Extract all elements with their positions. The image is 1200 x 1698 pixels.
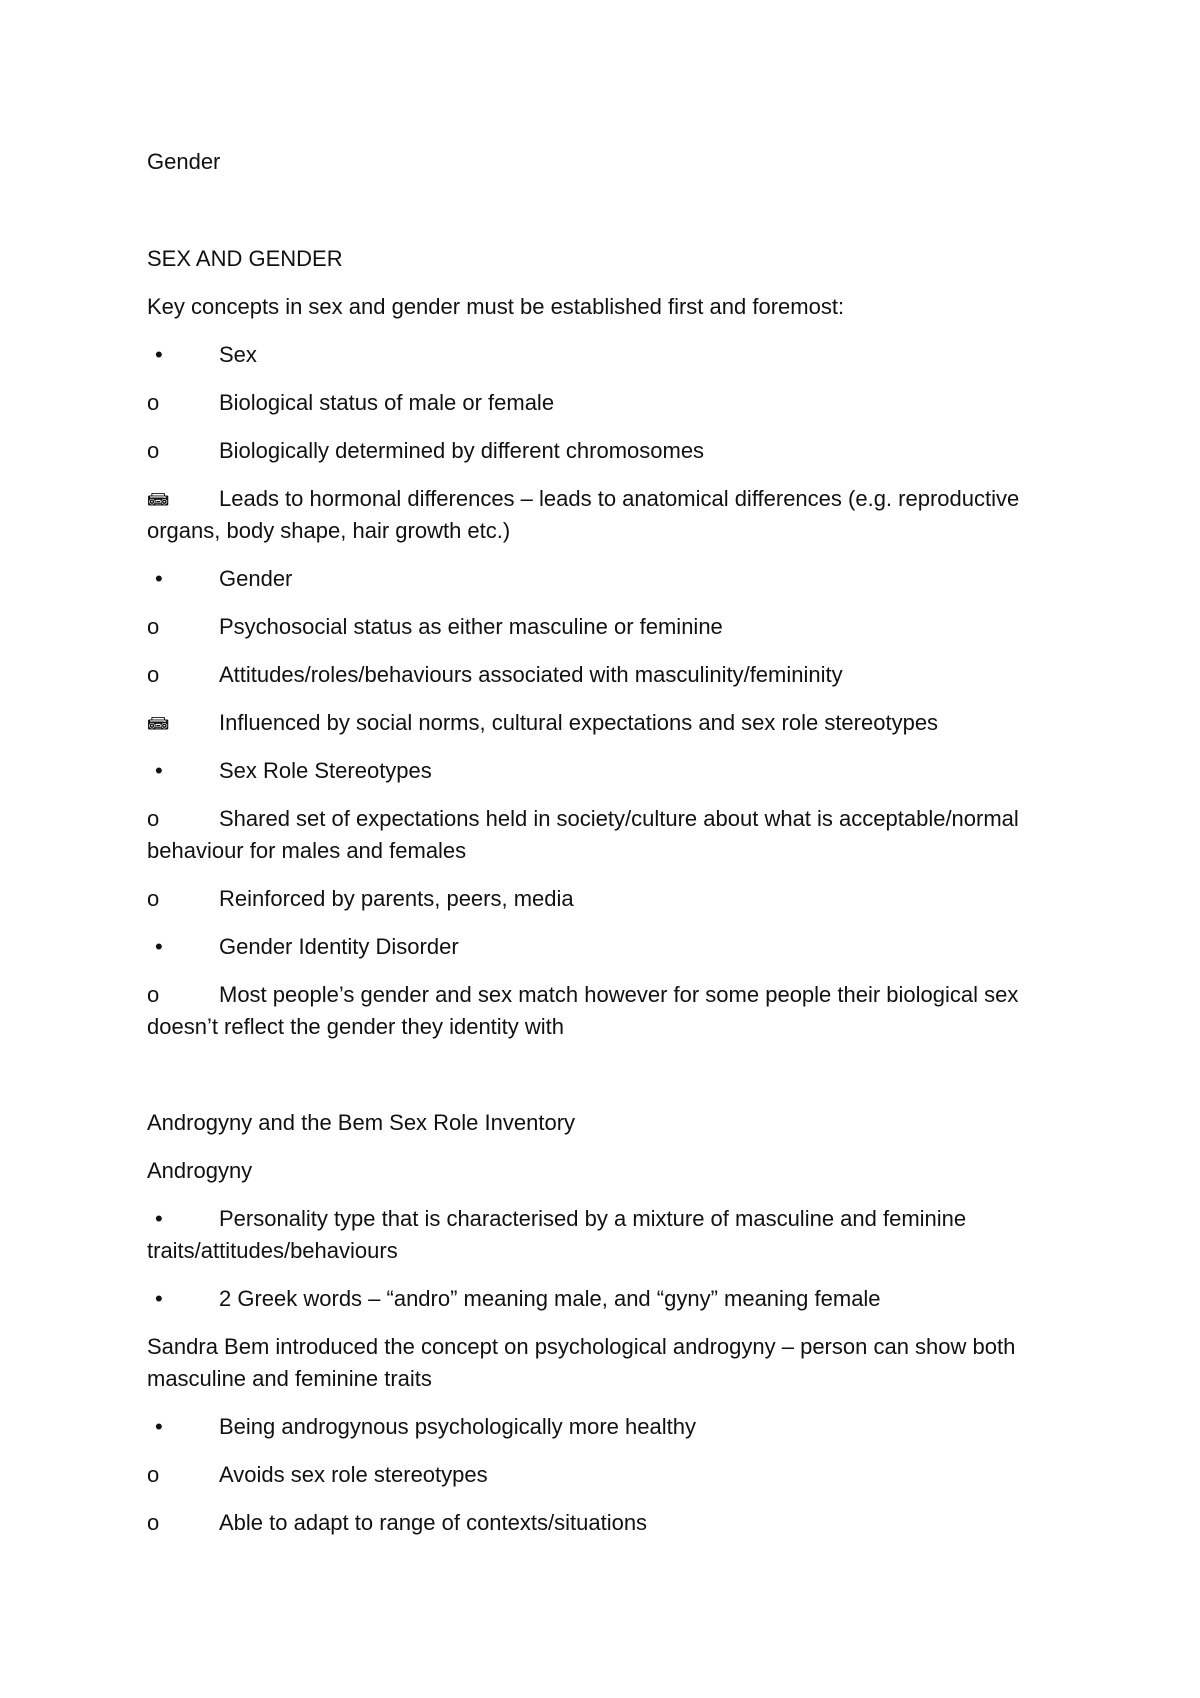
sub-bullet-marker: o [147,1510,160,1535]
bullet-marker: • [155,1286,163,1311]
list-item-text: Being androgynous psychologically more healthy [219,1414,696,1439]
list-item-text: Gender [219,566,293,591]
sub-bullet-marker: o [147,806,160,831]
square-bullet-icon: 📾 [147,489,170,511]
sub-bullet-marker: o [147,1462,160,1487]
section-heading-sex-and-gender: SEX AND GENDER [147,246,343,271]
list-item [147,883,1047,915]
square-bullet-icon: 📾 [147,713,170,735]
list-item-text: Avoids sex role stereotypes [219,1462,488,1487]
list-item-continuation: traits/attitudes/behaviours [147,1238,398,1263]
bullet-marker: • [155,1206,163,1231]
bem-paragraph-continuation: masculine and feminine traits [147,1366,432,1391]
sub-bullet-marker: o [147,662,160,687]
list-item [147,707,1047,740]
sub-bullet-marker: o [147,614,160,639]
list-item-continuation: doesn’t reflect the gender they identity with [147,1014,565,1039]
sub-bullet-marker: o [147,982,160,1007]
list-item [147,611,1047,643]
list-item-text: Gender Identity Disorder [219,934,459,959]
list-item [147,1283,1047,1315]
sub-bullet-marker: o [147,886,160,911]
list-item [147,659,1047,691]
list-item [147,1507,1047,1539]
bullet-marker: • [155,566,163,591]
list-item-text: 2 Greek words – “andro” meaning male, and “gyny” meaning female [219,1286,881,1311]
list-item-text: Sex Role Stereotypes [219,758,432,783]
bullet-marker: • [155,342,163,367]
list-item-text: Influenced by social norms, cultural expectations and sex role stereotypes [219,710,939,735]
list-item [147,931,1047,963]
bullet-marker: • [155,758,163,783]
list-item-text: Sex [219,342,257,367]
list-item [147,483,1047,516]
list-item [147,387,1047,419]
sub-bullet-marker: o [147,438,160,463]
bullet-marker: • [155,1414,163,1439]
list-item [147,1459,1047,1491]
list-item-text: Able to adapt to range of contexts/situations [219,1510,648,1535]
sub-bullet-marker: o [147,390,160,415]
list-item-text: Personality type that is characterised by a mixture of masculine and feminine [219,1206,967,1231]
subheading-androgyny: Androgyny [147,1158,253,1183]
list-item-continuation: behaviour for males and females [147,838,467,863]
list-item-text: Reinforced by parents, peers, media [219,886,574,911]
list-item [147,435,1047,467]
list-item-text: Psychosocial status as either masculine or feminine [219,614,723,639]
list-item-text: Most people’s gender and sex match however for some people their biological sex [219,982,1019,1007]
section-heading-androgyny-bem: Androgyny and the Bem Sex Role Inventory [147,1110,576,1135]
list-item [147,803,1047,835]
list-item-text: Biologically determined by different chromosomes [219,438,705,463]
list-item-text: Attitudes/roles/behaviours associated with masculinity/femininity [219,662,843,687]
list-item-text: Biological status of male or female [219,390,555,415]
list-item [147,1411,1047,1443]
list-item-text: Leads to hormonal differences – leads to anatomical differences (e.g. reproductive [219,486,1020,511]
list-item [147,755,1047,787]
intro-text: Key concepts in sex and gender must be established first and foremost: [147,294,845,319]
bullet-marker: • [155,934,163,959]
list-item [147,1203,1047,1235]
list-item [147,563,1047,595]
list-item-continuation: organs, body shape, hair growth etc.) [147,518,511,543]
list-item-text: Shared set of expectations held in society/culture about what is acceptable/normal [219,806,1019,831]
list-item [147,979,1047,1011]
bem-paragraph: Sandra Bem introduced the concept on psychological androgyny – person can show both [147,1334,1016,1359]
document-title: Gender [147,149,221,174]
list-item [147,339,1047,371]
